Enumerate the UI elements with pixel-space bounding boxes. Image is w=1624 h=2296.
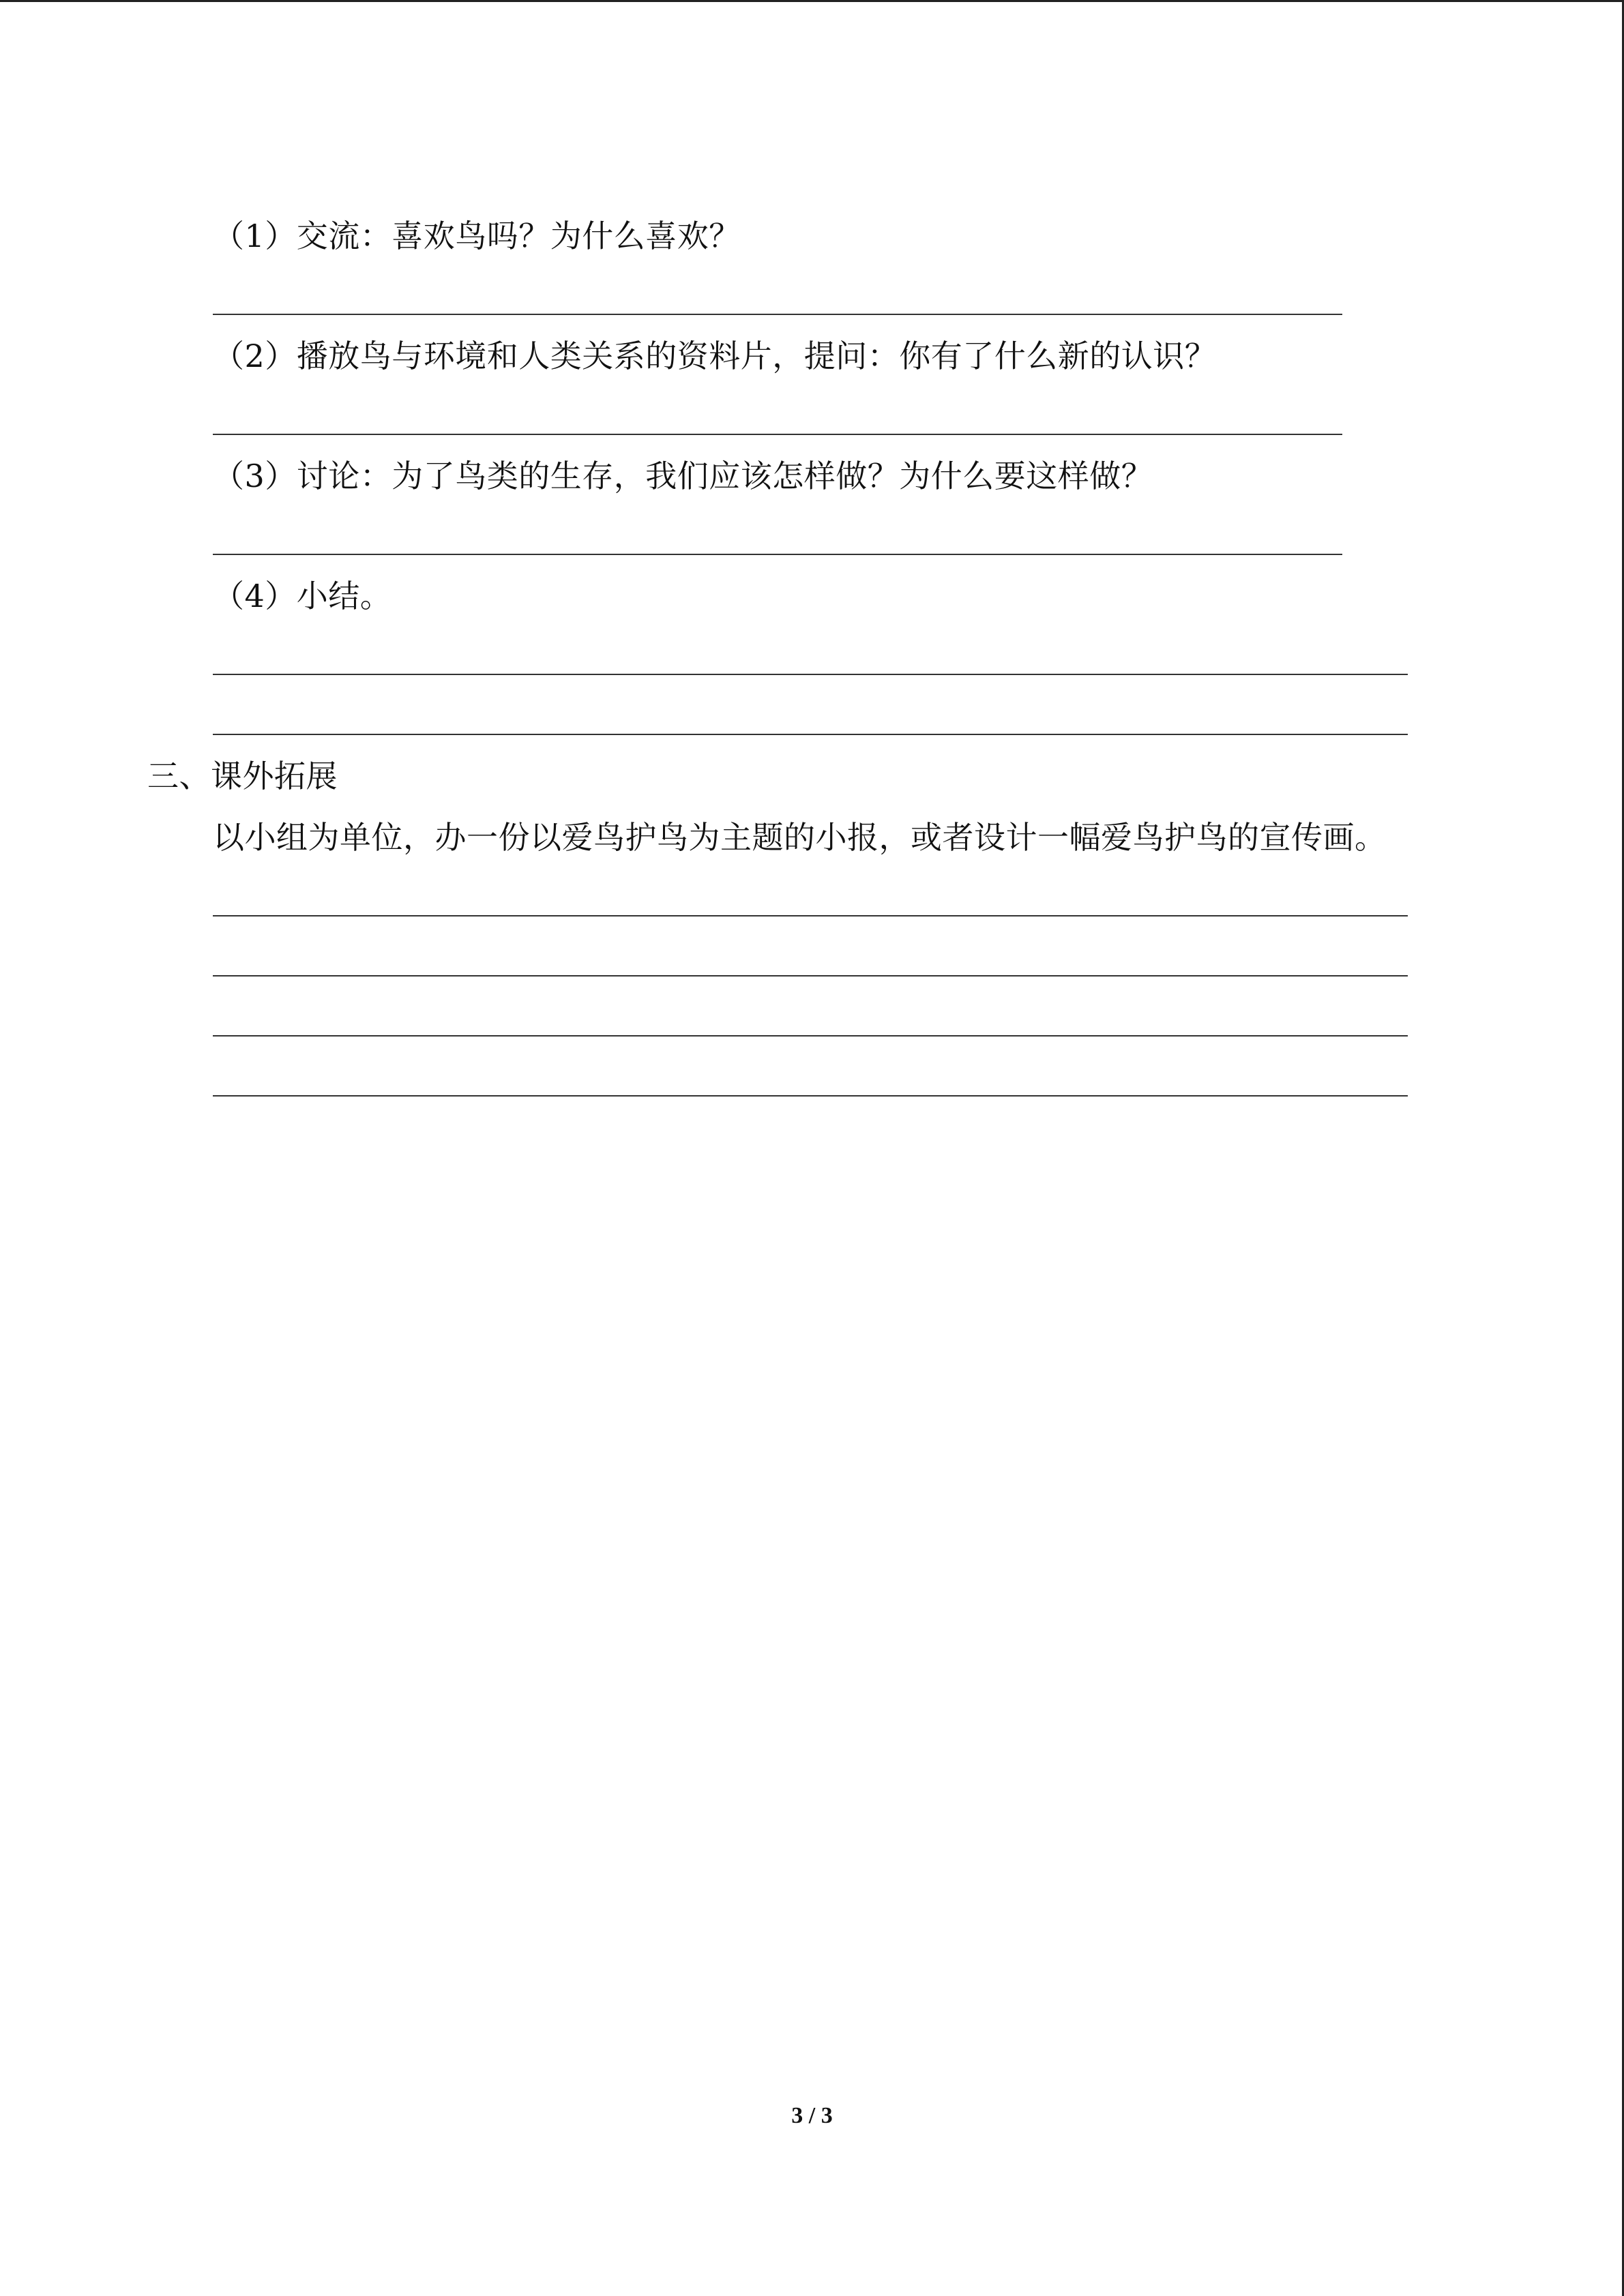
answer-line[interactable] [213, 734, 1408, 735]
answer-line[interactable] [213, 554, 1342, 555]
answer-line[interactable] [213, 915, 1408, 916]
answer-line[interactable] [213, 1035, 1408, 1037]
question-4: （4）小结。 [213, 578, 392, 614]
section-instruction: 以小组为单位，办一份以爱鸟护鸟为主题的小报，或者设计一幅爱鸟护鸟的宣传画。 [213, 819, 1387, 856]
page-number: 3 / 3 [791, 2103, 833, 2128]
question-3: （3）讨论：为了鸟类的生存，我们应该怎样做？为什么要这样做？ [213, 458, 1153, 494]
section-heading: 三、课外拓展 [147, 758, 338, 794]
answer-line[interactable] [213, 674, 1408, 675]
answer-line[interactable] [213, 975, 1408, 976]
answer-line[interactable] [213, 1095, 1408, 1097]
page-border-top [0, 0, 1624, 2]
question-2: （2）播放鸟与环境和人类关系的资料片，提问：你有了什么新的认识？ [213, 338, 1217, 374]
question-1: （1）交流：喜欢鸟吗？为什么喜欢？ [213, 218, 741, 254]
answer-line[interactable] [213, 434, 1342, 435]
answer-line[interactable] [213, 314, 1342, 315]
